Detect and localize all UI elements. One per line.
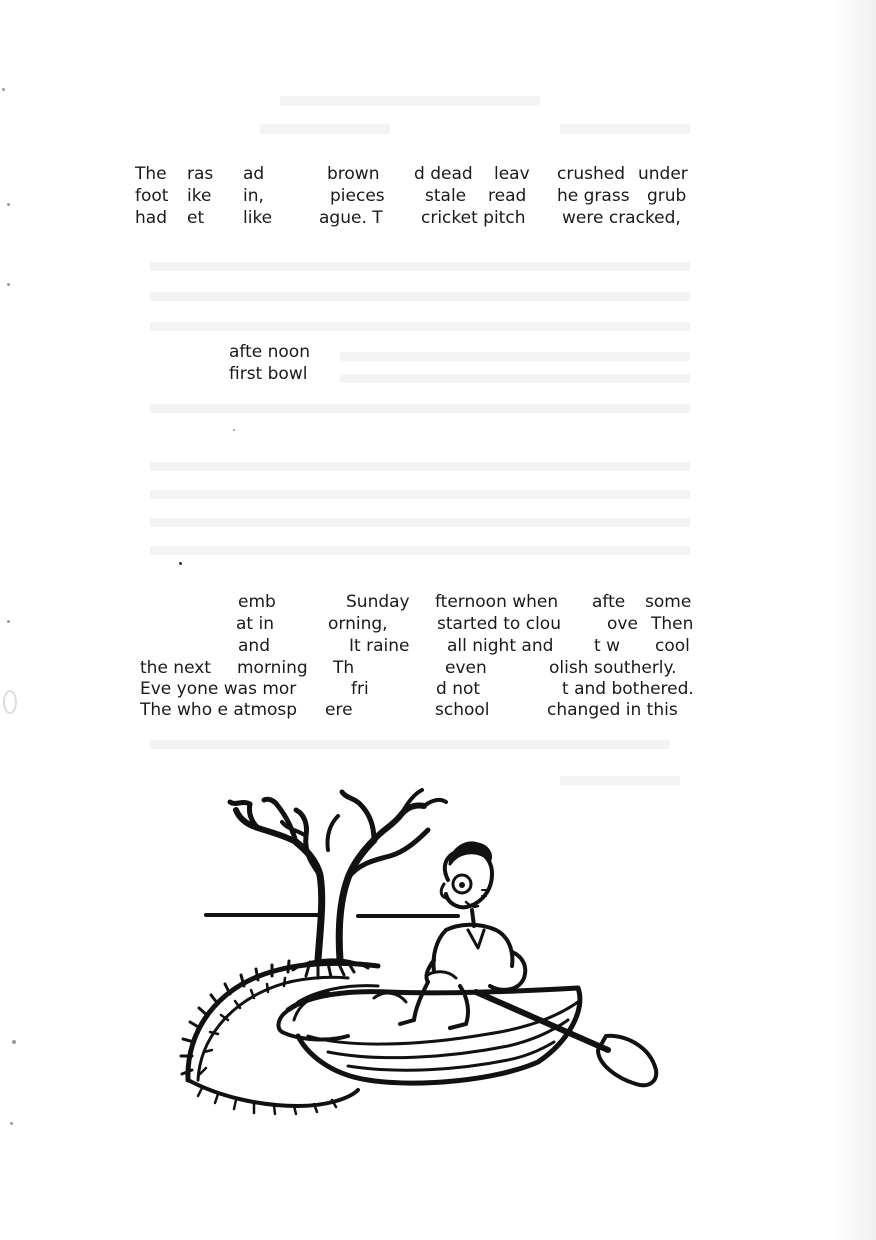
word: fternoon when xyxy=(435,592,559,612)
speck xyxy=(2,88,5,91)
page-edge-shadow xyxy=(830,0,876,1240)
word: at in xyxy=(236,614,274,634)
text-line xyxy=(135,185,695,207)
text-line xyxy=(135,363,695,385)
word: fri xyxy=(351,679,369,699)
speck xyxy=(233,429,235,431)
faded-text-block xyxy=(150,740,670,749)
word: Then xyxy=(651,614,694,634)
word: he grass xyxy=(557,186,630,206)
word: ras xyxy=(187,164,214,184)
word: ere xyxy=(325,700,353,720)
binder-hole xyxy=(3,690,17,714)
word: d not xyxy=(436,679,481,699)
word: all night and xyxy=(447,636,554,656)
text-line xyxy=(135,699,695,721)
speck xyxy=(12,1040,16,1044)
faded-text-block xyxy=(150,322,690,331)
faded-text-block xyxy=(150,292,690,301)
text-line xyxy=(135,341,695,363)
word: ad xyxy=(243,164,265,184)
word: had xyxy=(135,208,167,228)
word: morning xyxy=(237,658,308,678)
word: d dead xyxy=(414,164,473,184)
word: school xyxy=(435,700,490,720)
word: emb xyxy=(238,592,276,612)
text-line xyxy=(135,207,695,229)
word: The who e atmosp xyxy=(140,700,298,720)
faded-text-block xyxy=(150,404,690,413)
speck xyxy=(179,562,182,565)
faded-text-block xyxy=(150,546,690,555)
text-line xyxy=(135,657,695,679)
word: crushed xyxy=(557,164,625,184)
word: t w xyxy=(594,636,620,656)
word: Eve yone was mor xyxy=(140,679,297,699)
word: grub xyxy=(647,186,687,206)
word: Th xyxy=(333,658,355,678)
word: cool xyxy=(655,636,690,656)
word: ove xyxy=(607,614,638,634)
faded-text-block xyxy=(280,96,540,106)
text-line xyxy=(135,163,695,185)
faded-text-block xyxy=(560,124,690,134)
faded-text-block xyxy=(150,462,690,471)
text-line xyxy=(135,591,695,613)
word: pieces xyxy=(330,186,385,206)
word: even xyxy=(445,658,487,678)
word: changed in this xyxy=(547,700,678,720)
faded-text-block xyxy=(150,518,690,527)
word: It raine xyxy=(349,636,410,656)
word: started to clou xyxy=(437,614,561,634)
word: brown xyxy=(327,164,380,184)
word: under xyxy=(638,164,688,184)
faded-text-block xyxy=(150,490,690,499)
word: read xyxy=(488,186,527,206)
text-line xyxy=(135,678,695,700)
faded-text-block xyxy=(150,262,690,271)
word: and xyxy=(238,636,270,656)
speck xyxy=(7,620,10,623)
word: olish southerly. xyxy=(549,658,677,678)
text-line xyxy=(135,635,695,657)
word: orning, xyxy=(328,614,388,634)
word: in, xyxy=(243,186,264,206)
word: foot xyxy=(135,186,169,206)
word: leav xyxy=(494,164,530,184)
word: t and bothered. xyxy=(562,679,694,699)
word: some xyxy=(645,592,692,612)
faded-text-block xyxy=(260,124,390,134)
speck xyxy=(10,1122,13,1125)
word: first bowl xyxy=(229,364,308,384)
word: ague. T xyxy=(319,208,383,228)
word: et xyxy=(187,208,205,228)
word: The xyxy=(135,164,167,184)
word: Sunday xyxy=(346,592,410,612)
text-line xyxy=(135,613,695,635)
boy-rowing-boat-under-tree-icon xyxy=(178,780,668,1120)
word: ike xyxy=(187,186,212,206)
word: cricket pitch xyxy=(421,208,526,228)
word: like xyxy=(243,208,273,228)
word: stale xyxy=(425,186,467,206)
speck xyxy=(7,203,10,206)
word: afte xyxy=(592,592,626,612)
speck xyxy=(7,283,10,286)
word: afte noon xyxy=(229,342,310,362)
word: the next xyxy=(140,658,211,678)
word: were cracked, xyxy=(562,208,681,228)
